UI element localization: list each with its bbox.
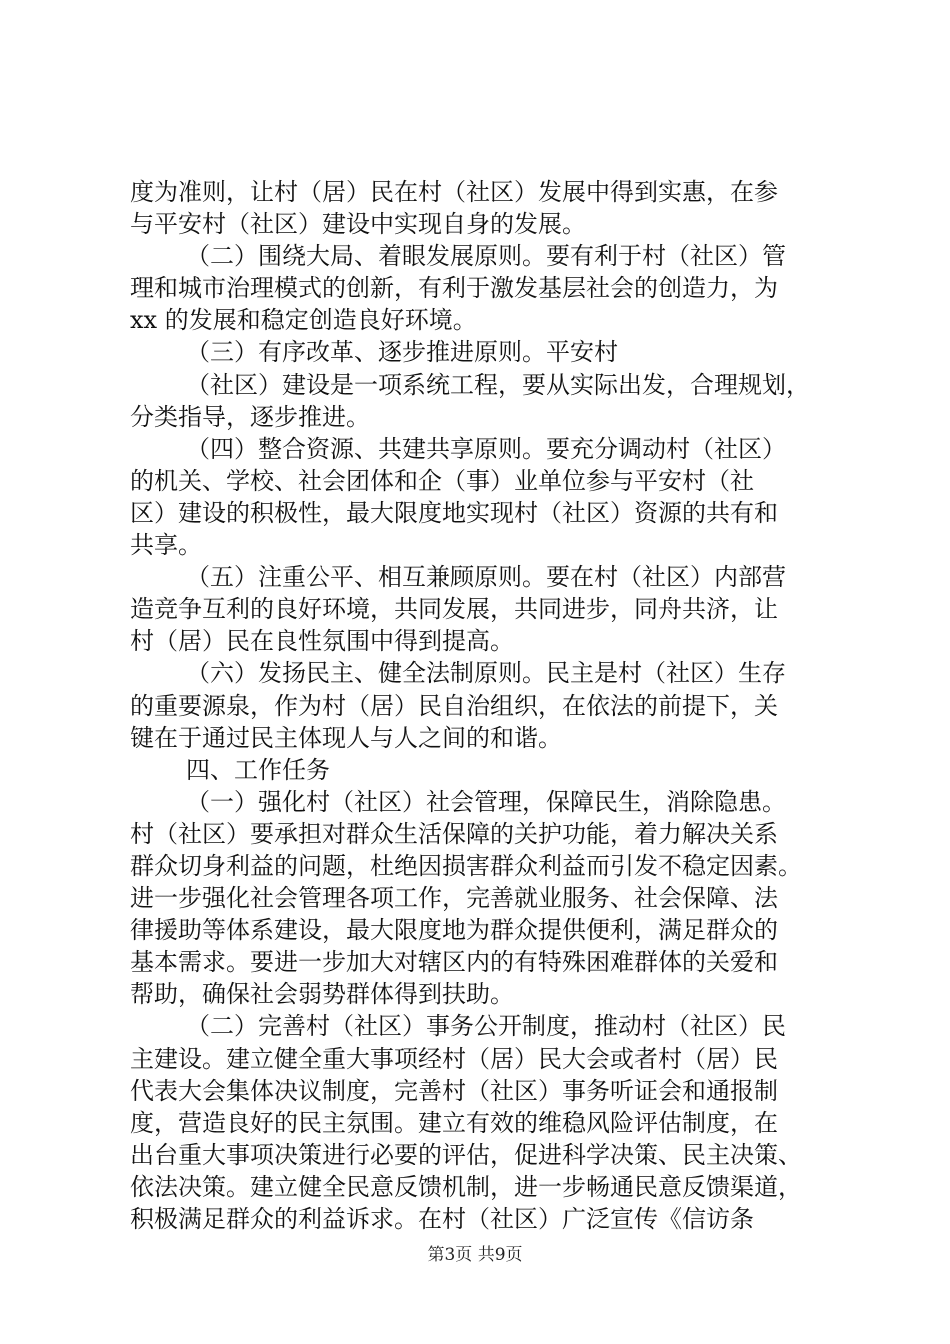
text-line: 与平安村（社区）建设中实现自身的发展。 bbox=[130, 210, 586, 239]
text-line: （三）有序改革、逐步推进原则。平安村 bbox=[186, 338, 618, 367]
text-line: 理和城市治理模式的创新，有利于激发基层社会的创造力，为 bbox=[130, 274, 778, 303]
text-line: 代表大会集体决议制度，完善村（社区）事务听证会和通报制 bbox=[130, 1076, 778, 1105]
text-line: 基本需求。要进一步加大对辖区内的有特殊困难群体的关爱和 bbox=[130, 948, 778, 977]
text-line: 进一步强化社会管理各项工作，完善就业服务、社会保障、法 bbox=[130, 884, 778, 913]
text-line: 村（社区）要承担对群众生活保障的关护功能，着力解决关系 bbox=[130, 819, 778, 848]
text-line: xx 的发展和稳定创造良好环境。 bbox=[130, 306, 477, 335]
text-line: 键在于通过民主体现人与人之间的和谐。 bbox=[130, 723, 562, 752]
text-line: 积极满足群众的利益诉求。在村（社区）广泛宣传《信访条 bbox=[130, 1205, 754, 1233]
text-line: （一）强化村（社区）社会管理，保障民生，消除隐患。 bbox=[186, 787, 786, 816]
text-line: 区）建设的积极性，最大限度地实现村（社区）资源的共有和 bbox=[130, 498, 778, 527]
text-line: （二）围绕大局、着眼发展原则。要有利于村（社区）管 bbox=[186, 242, 786, 271]
text-line: 帮助，确保社会弱势群体得到扶助。 bbox=[130, 980, 514, 1009]
text-line: （二）完善村（社区）事务公开制度，推动村（社区）民 bbox=[186, 1012, 786, 1041]
text-line: 的机关、学校、社会团体和企（事）业单位参与平安村（社 bbox=[130, 466, 754, 495]
text-line: 度，营造良好的民主氛围。建立有效的维稳风险评估制度，在 bbox=[130, 1108, 778, 1137]
text-line: （四）整合资源、共建共享原则。要充分调动村（社区） bbox=[186, 434, 786, 463]
text-line: 的重要源泉，作为村（居）民自治组织，在依法的前提下，关 bbox=[130, 691, 778, 720]
text-line: 度为准则，让村（居）民在村（社区）发展中得到实惠，在参 bbox=[130, 178, 778, 206]
text-line: （五）注重公平、相互兼顾原则。要在村（社区）内部营 bbox=[186, 563, 786, 592]
text-line: 律援助等体系建设，最大限度地为群众提供便利，满足群众的 bbox=[130, 916, 778, 945]
text-line: 四、工作任务 bbox=[186, 755, 330, 784]
text-line: 造竞争互利的良好环境，共同发展，共同进步，同舟共济，让 bbox=[130, 595, 778, 624]
text-line: 共享。 bbox=[130, 531, 202, 560]
page-footer: 第3页 共9页 bbox=[427, 1245, 523, 1265]
text-line: 分类指导，逐步推进。 bbox=[130, 402, 370, 431]
document-body bbox=[130, 176, 830, 1235]
text-line: 村（居）民在良性氛围中得到提高。 bbox=[130, 627, 514, 656]
text-line: 出台重大事项决策进行必要的评估，促进科学决策、民主决策、 bbox=[130, 1140, 802, 1169]
text-line: （六）发扬民主、健全法制原则。民主是村（社区）生存 bbox=[186, 659, 786, 688]
text-line: 群众切身利益的问题，杜绝因损害群众利益而引发不稳定因素。 bbox=[130, 851, 802, 880]
text-line: （社区）建设是一项系统工程，要从实际出发，合理规划， bbox=[186, 370, 810, 399]
text-line: 依法决策。建立健全民意反馈机制，进一步畅通民意反馈渠道， bbox=[130, 1172, 802, 1201]
text-line: 主建设。建立健全重大事项经村（居）民大会或者村（居）民 bbox=[130, 1044, 778, 1073]
